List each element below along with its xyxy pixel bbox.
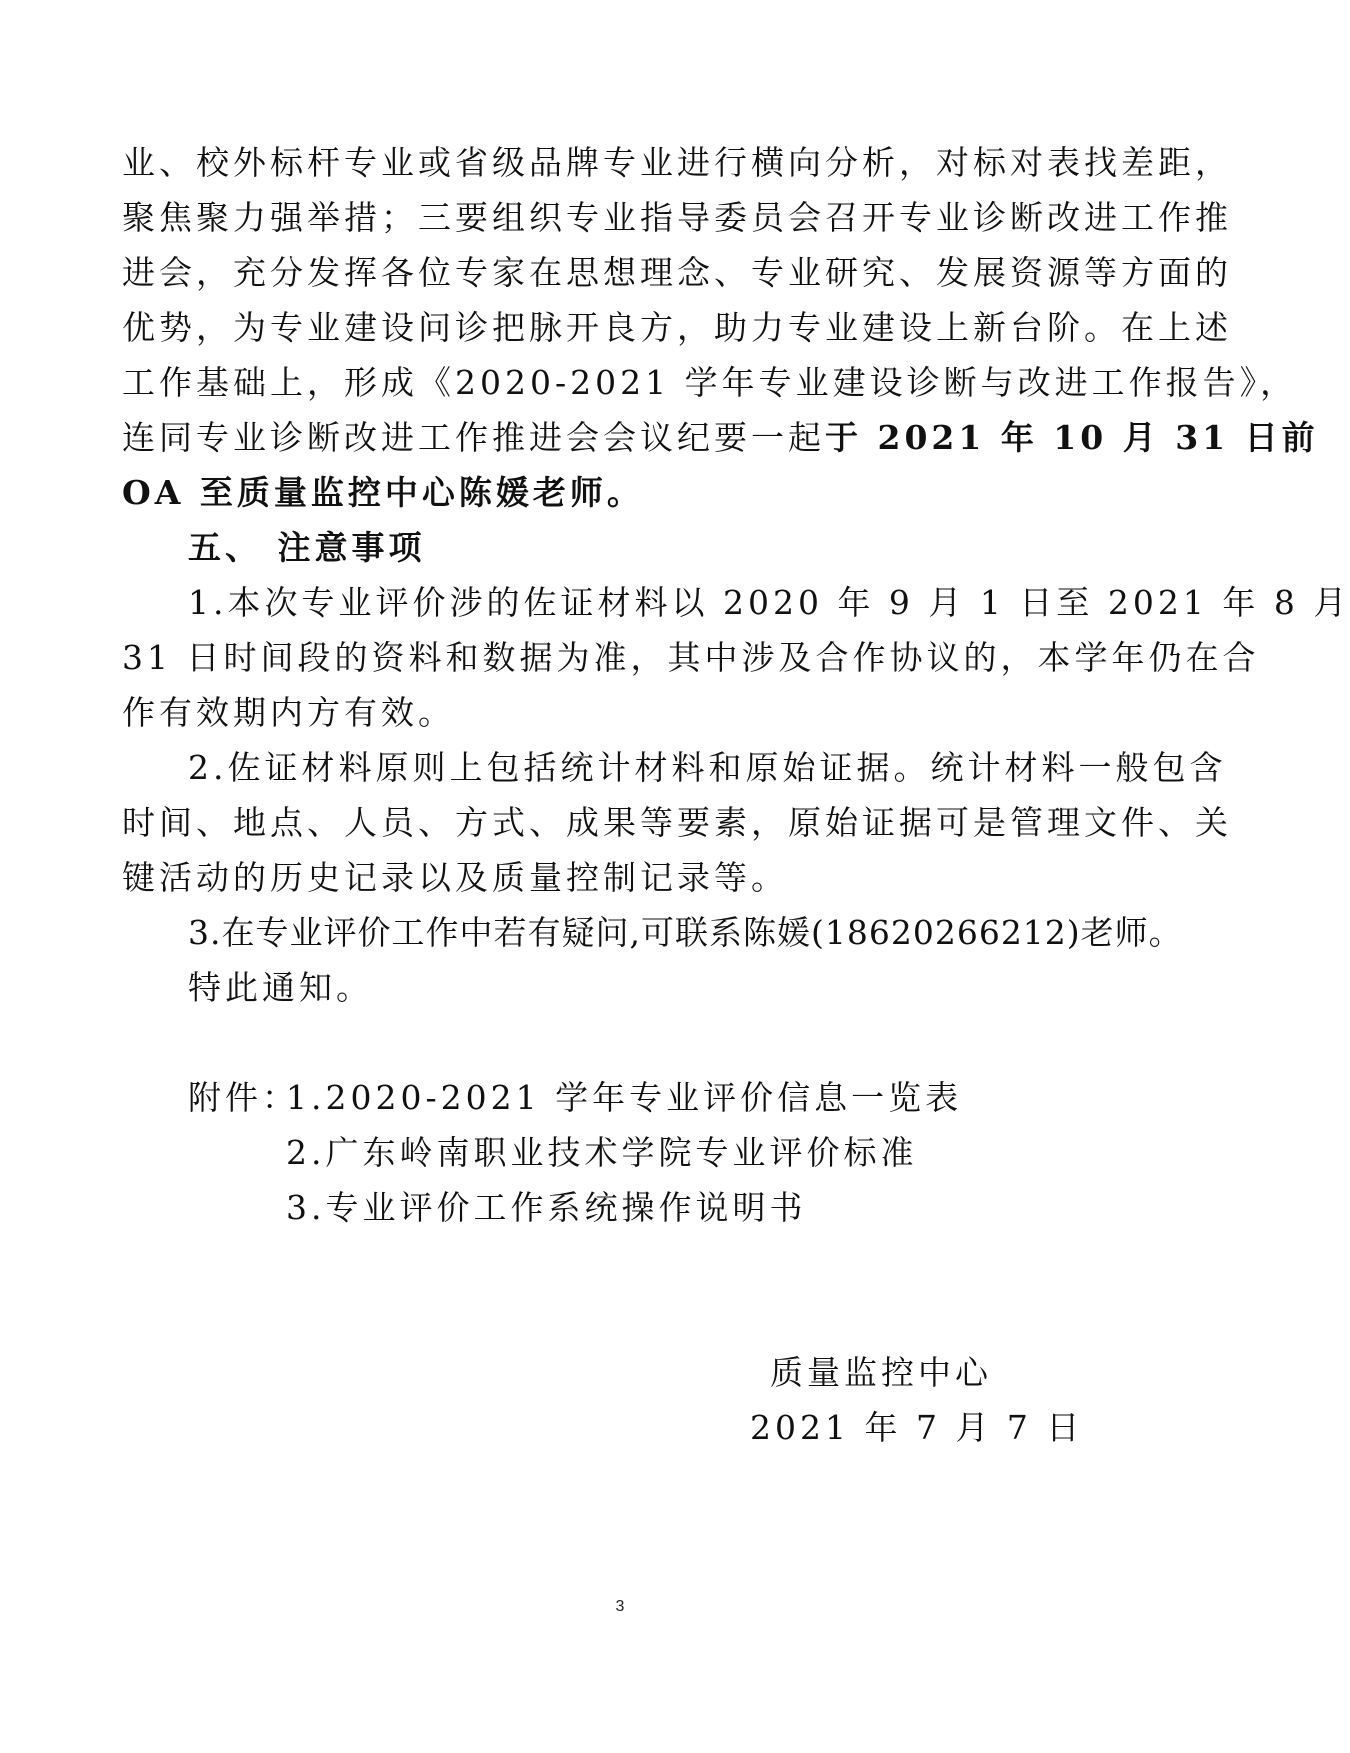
notice-item-1-line: 31 日时间段的资料和数据为准，其中涉及合作协议的，本学年仍在合 [122,638,1260,677]
deadline-recipient: OA 至质量监控中心陈媛老师。 [122,473,644,512]
attachment-item: 1.2020-2021 学年专业评价信息一览表 [286,1078,963,1117]
signature-date: 2021 年 7 月 7 日 [750,1408,1084,1447]
notice-item-3: 3.在专业评价工作中若有疑问,可联系陈媛(18620266212)老师。 [188,913,1183,952]
notice-item-2-line: 时间、地点、人员、方式、成果等要素，原始证据可是管理文件、关 [122,803,1232,842]
notice-item-2-line: 键活动的历史记录以及质量控制记录等。 [122,858,788,897]
attachment-item: 2.广东岭南职业技术学院专业评价标准 [286,1133,918,1172]
section-heading: 五、 注意事项 [188,528,426,567]
deadline-text: 于 2021 年 10 月 31 日前 [825,418,1319,457]
paragraph-line: 优势，为专业建设问诊把脉开良方，助力专业建设上新台阶。在上述 [122,308,1232,347]
paragraph-line: 聚焦聚力强举措；三要组织专业指导委员会召开专业诊断改进工作推 [122,198,1232,237]
page-number: 3 [615,1598,625,1615]
notice-item-1-line: 1.本次专业评价涉的佐证材料以 2020 年 9 月 1 日至 2021 年 8 月 [188,583,1350,622]
notice-item-2-line: 2.佐证材料原则上包括统计材料和原始证据。统计材料一般包含 [188,748,1227,787]
paragraph-line-deadline [122,408,1319,468]
paragraph-text: 连同专业诊断改进工作推进会会议纪要一起 [122,418,825,457]
attachment-item: 3.专业评价工作系统操作说明书 [286,1188,807,1227]
paragraph-line: 工作基础上，形成《2020-2021 学年专业建设诊断与改进工作报告》， [122,363,1298,402]
paragraph-line: 进会，充分发挥各位专家在思想理念、专业研究、发展资源等方面的 [122,253,1232,292]
closing-text: 特此通知。 [188,968,373,1007]
paragraph-line: 业、校外标杆专业或省级品牌专业进行横向分析，对标对表找差距， [122,143,1232,182]
signature-org: 质量监控中心 [770,1353,992,1392]
attachments-label: 附件： [188,1078,299,1117]
notice-item-1-line: 作有效期内方有效。 [122,693,455,732]
